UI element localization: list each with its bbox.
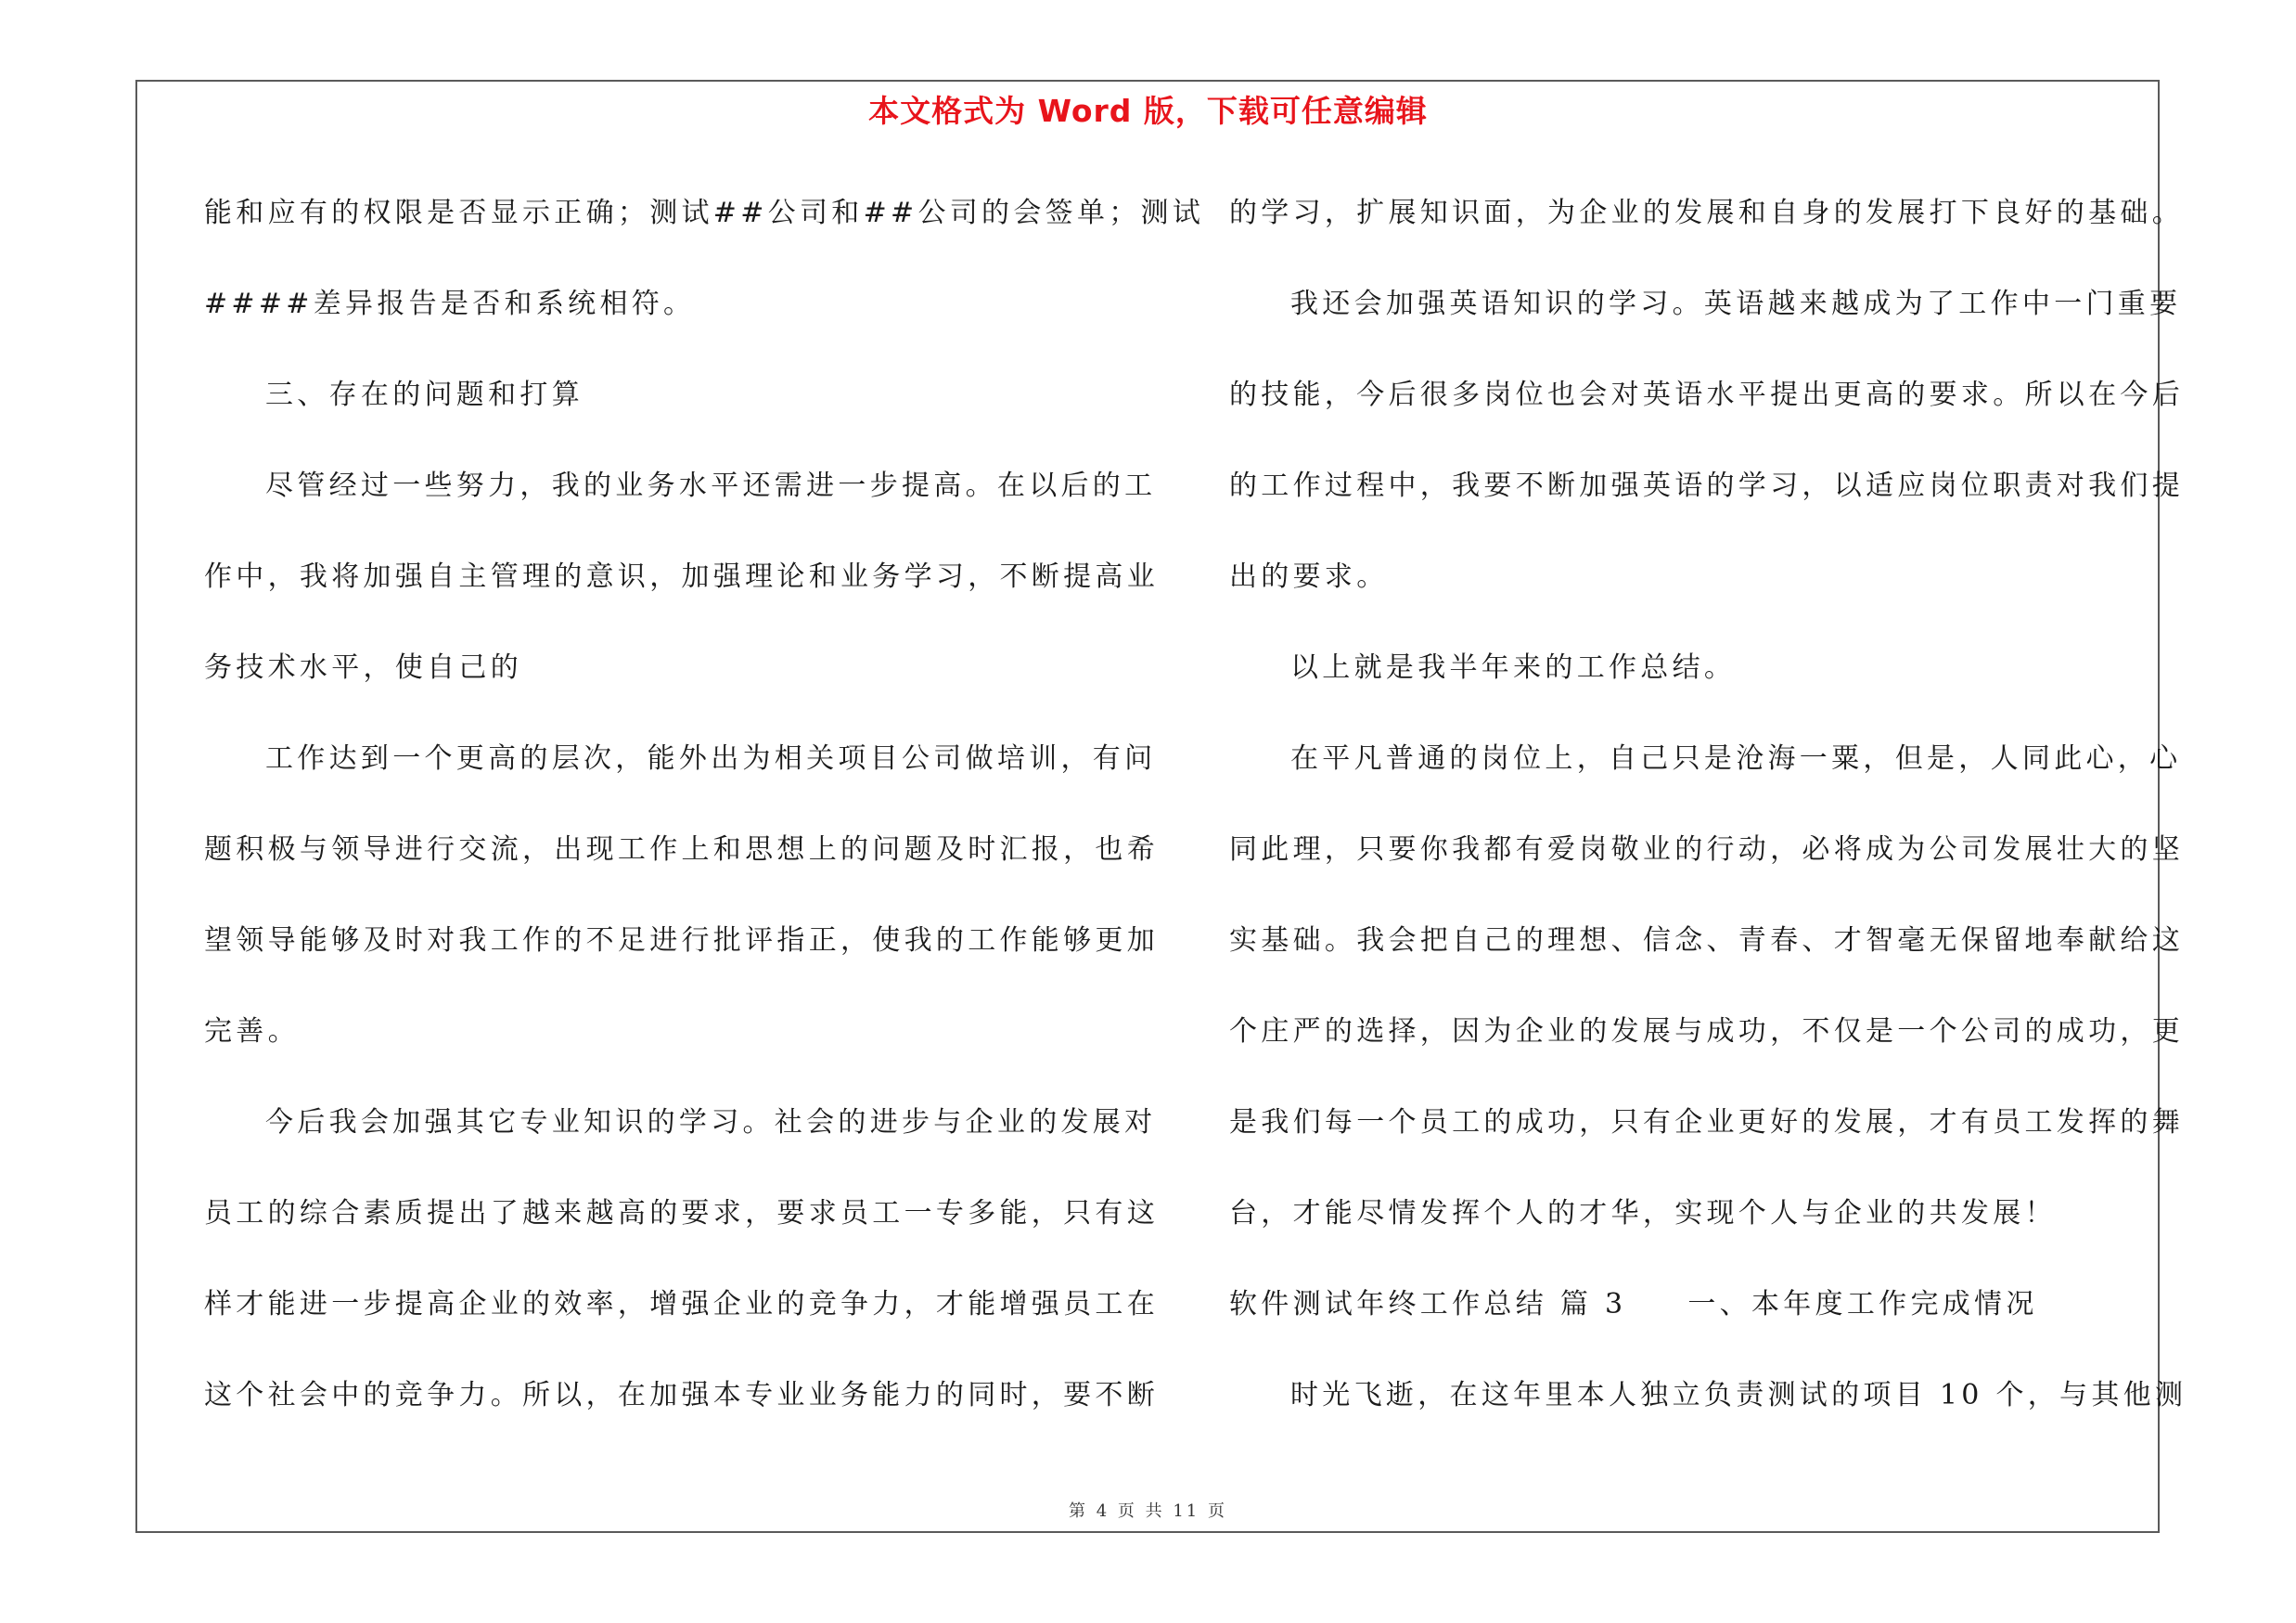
text-line: 望领导能够及时对我工作的不足进行批评指正，使我的工作能够更加 <box>204 924 1159 957</box>
section-subtitle: 一、本年度工作完成情况 <box>1687 1288 2038 1320</box>
right-column <box>1229 186 2187 1459</box>
text-line: 员工的综合素质提出了越来越高的要求，要求员工一专多能，只有这 <box>204 1197 1159 1230</box>
text-line: 的工作过程中，我要不断加强英语的学习，以适应岗位职责对我们提 <box>1229 470 2184 502</box>
text-line: 作中，我将加强自主管理的意识，加强理论和业务学习，不断提高业 <box>204 560 1159 593</box>
format-banner: 本文格式为 Word 版，下载可任意编辑 <box>868 93 1428 129</box>
text-line: 的学习，扩展知识面，为企业的发展和自身的发展打下良好的基础。 <box>1229 197 2184 229</box>
text-line: 以上就是我半年来的工作总结。 <box>1290 651 1737 684</box>
text-line: 的技能，今后很多岗位也会对英语水平提出更高的要求。所以在今后 <box>1229 379 2184 411</box>
text-line: 样才能进一步提高企业的效率，增强企业的竞争力，才能增强员工在 <box>204 1288 1159 1320</box>
text-line: 是我们每一个员工的成功，只有企业更好的发展，才有员工发挥的舞 <box>1229 1106 2184 1139</box>
text-line: 出的要求。 <box>1229 560 1389 593</box>
text-line: 这个社会中的竞争力。所以，在加强本专业业务能力的同时，要不断 <box>204 1379 1159 1411</box>
text-line: 同此理，只要你我都有爱岗敬业的行动，必将成为公司发展壮大的坚 <box>1229 833 2184 866</box>
text-line: 工作达到一个更高的层次，能外出为相关项目公司做培训，有问 <box>265 742 1157 775</box>
section-heading <box>1229 1277 2148 1368</box>
text-line: 台，才能尽情发挥个人的才华，实现个人与企业的共发展！ <box>1229 1197 2057 1230</box>
text-line: ####差异报告是否和系统相符。 <box>204 288 696 320</box>
text-line: 时光飞逝，在这年里本人独立负责测试的项目 10 个，与其他测 <box>1290 1379 2187 1411</box>
right-paragraph-lines <box>1229 186 2184 1277</box>
left-column <box>204 186 1205 1459</box>
text-line: 能和应有的权限是否显示正确；测试##公司和##公司的会签单；测试 <box>204 197 1205 229</box>
text-line: 三、存在的问题和打算 <box>265 379 584 411</box>
text-line: 今后我会加强其它专业知识的学习。社会的进步与企业的发展对 <box>265 1106 1157 1139</box>
text-line: 在平凡普通的岗位上，自己只是沧海一粟，但是，人同此心，心 <box>1290 742 2182 775</box>
text-line: 个庄严的选择，因为企业的发展与成功，不仅是一个公司的成功，更 <box>1229 1015 2184 1048</box>
text-line: 我还会加强英语知识的学习。英语越来越成为了工作中一门重要 <box>1290 288 2182 320</box>
text-line: 务技术水平，使自己的 <box>204 651 522 684</box>
text-line: 尽管经过一些努力，我的业务水平还需进一步提高。在以后的工 <box>265 470 1157 502</box>
text-line: 完善。 <box>204 1015 300 1048</box>
text-line: 实基础。我会把自己的理想、信念、青春、才智毫无保留地奉献给这 <box>1229 924 2184 957</box>
section-title: 软件测试年终工作总结 篇 3 <box>1229 1288 1627 1320</box>
text-line: 题积极与领导进行交流，出现工作上和思想上的问题及时汇报，也希 <box>204 833 1159 866</box>
page-number: 第 4 页 共 11 页 <box>1069 1501 1227 1521</box>
